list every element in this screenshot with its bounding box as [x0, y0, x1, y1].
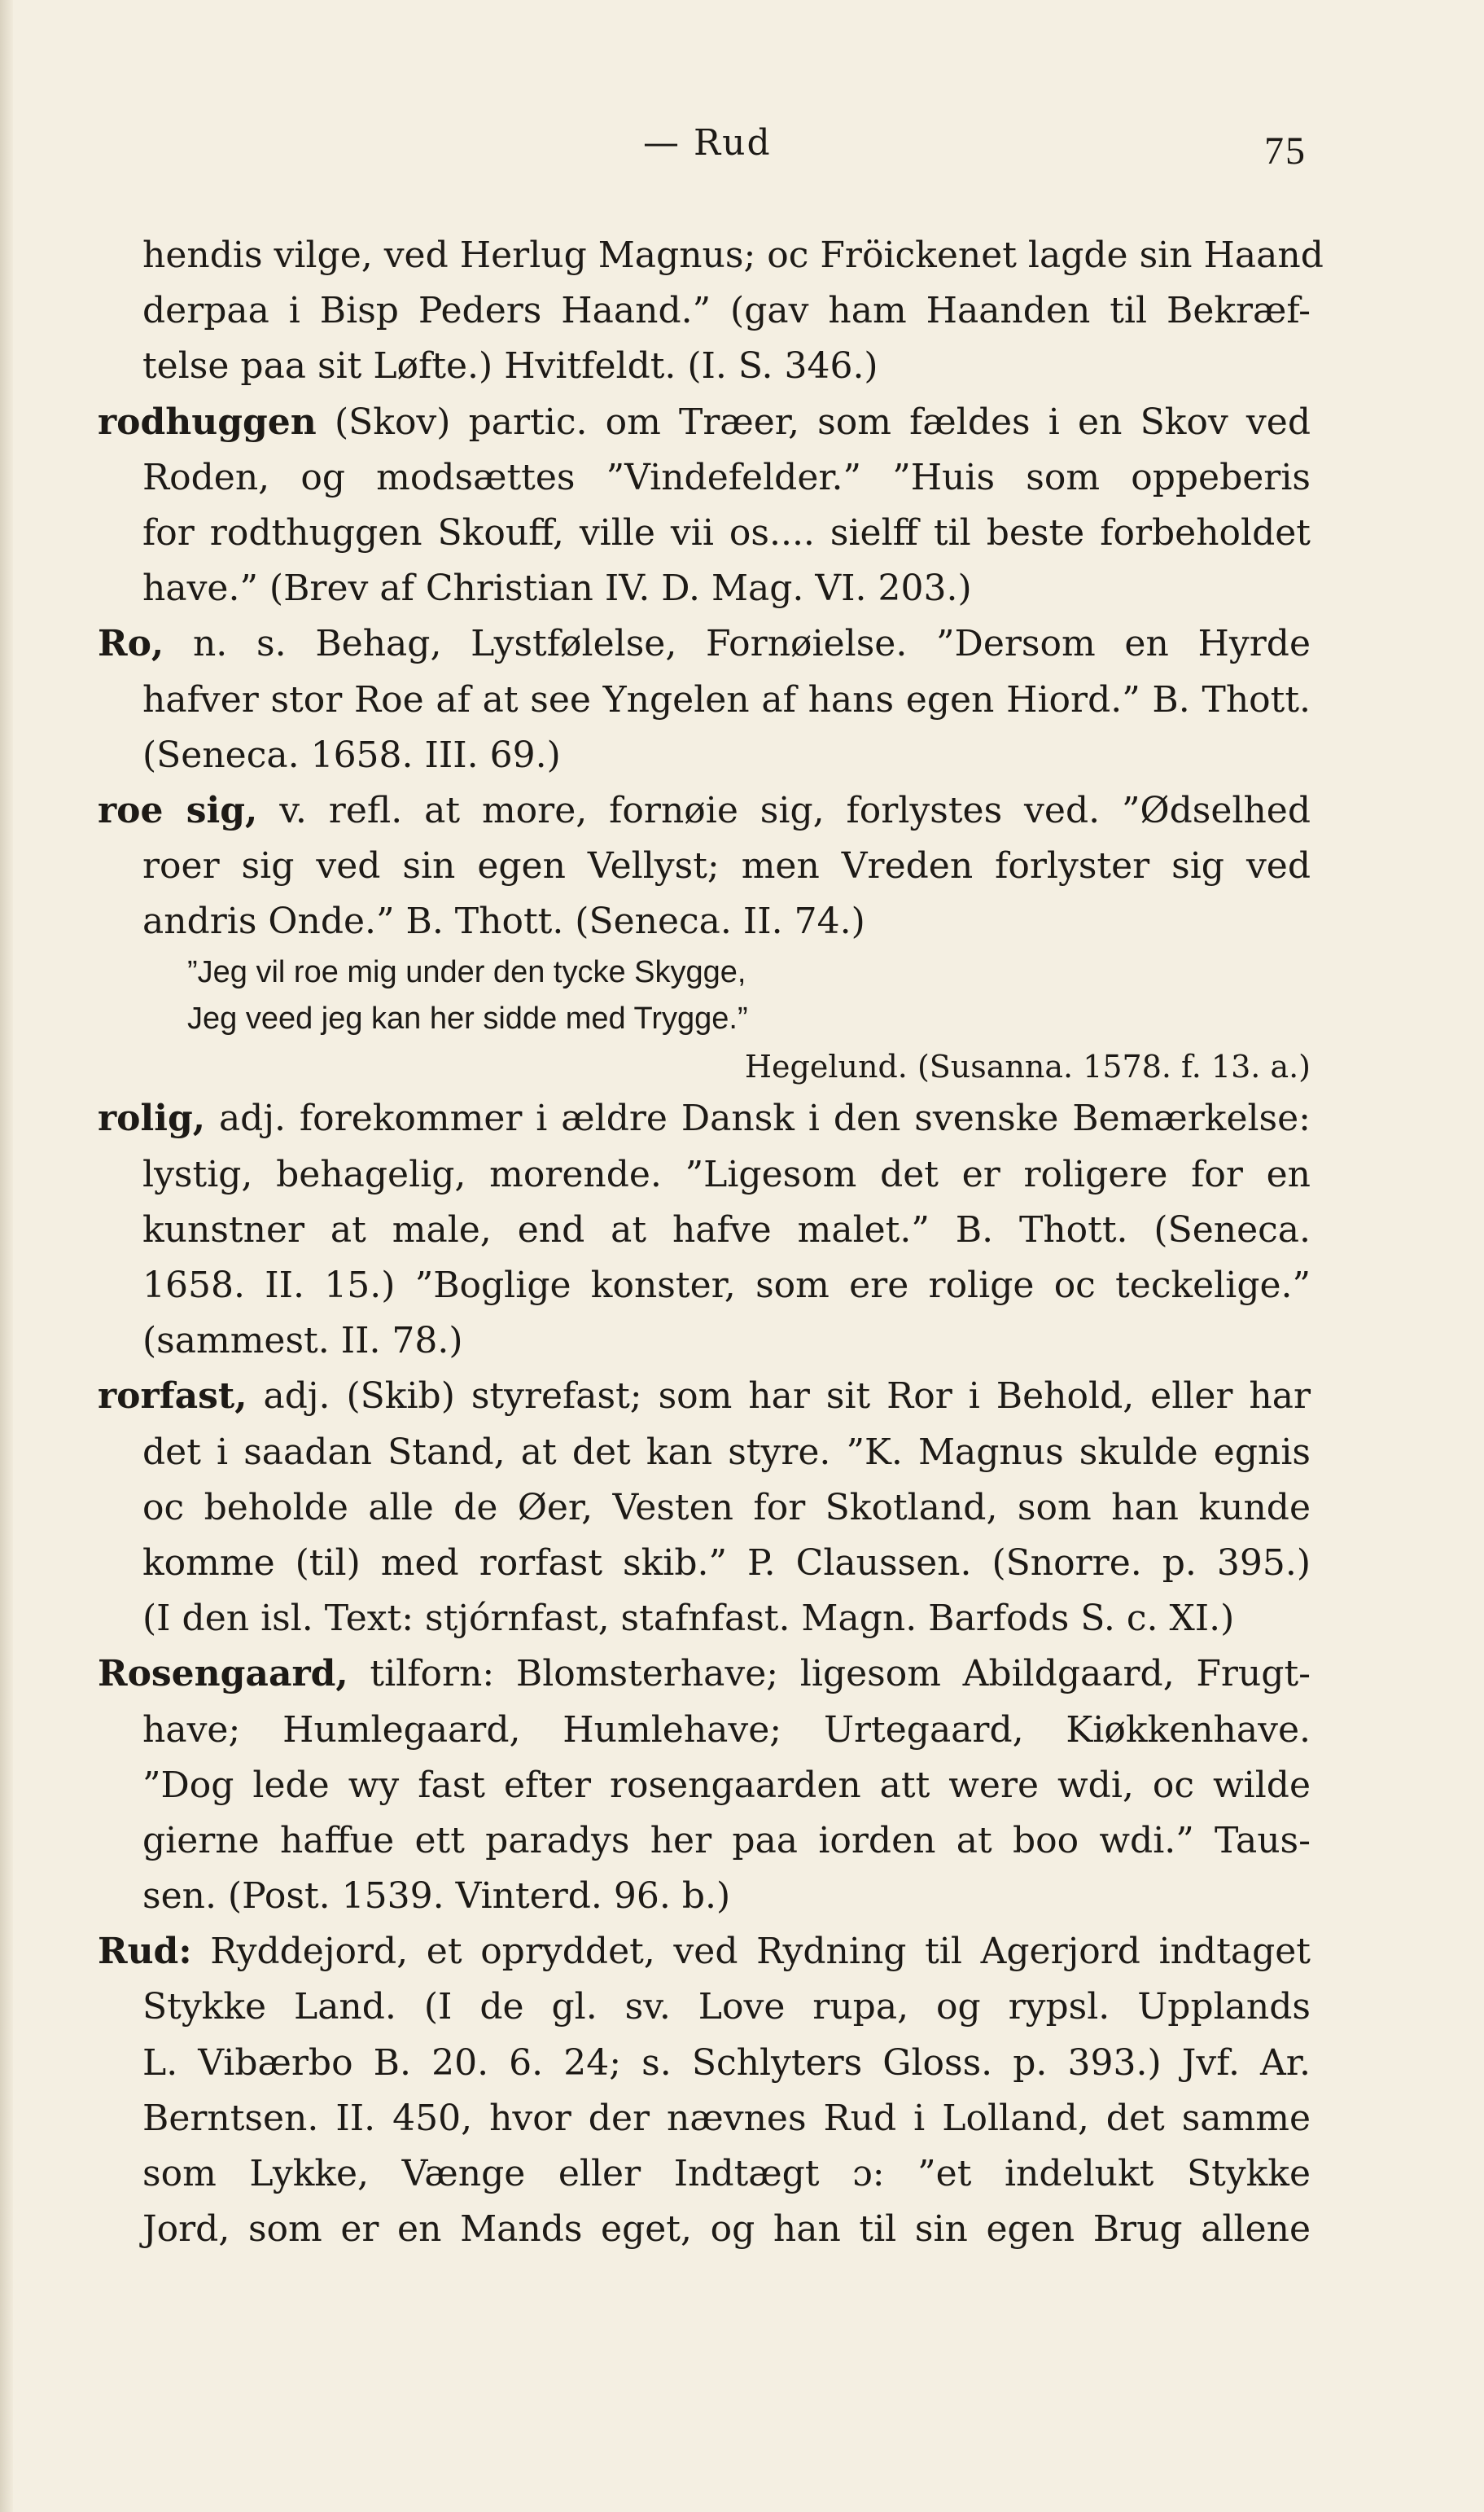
text-line [142, 339, 1311, 394]
line-text: n. s. Behag, Lystfølelse, Fornøielse. ”Dersom en Hyrde [164, 623, 1311, 665]
line-text: Berntsen. II. 450, hvor der nævnes Rud i Lolland, det samme [142, 2097, 1311, 2139]
line-text: adj. forekommer i ældre Dansk i den svenske Bemærkelse: [205, 1098, 1311, 1140]
line-text: hendis vilge, ved Herlug Magnus; oc Fröickenet lagde sin Haand [142, 235, 1324, 276]
text-line [142, 728, 1311, 783]
text-line [142, 1591, 1311, 1646]
text-line [142, 1758, 1311, 1813]
text-line [142, 1979, 1311, 2035]
line-text: komme (til) med rorfast skib.” P. Claussen. (Snorre. p. 395.) [142, 1541, 1311, 1584]
line-text: (sammest. II. 78.) [142, 1320, 463, 1362]
line-text: tilforn: Blomsterhave; ligesom Abildgaard, Frugt- [348, 1653, 1311, 1695]
text-line [142, 1147, 1311, 1203]
text-line [142, 1536, 1311, 1591]
entry-first-line [98, 616, 1311, 672]
line-text: have.” (Brev af Christian IV. D. Mag. VI. 203.) [142, 568, 972, 610]
text-line [142, 1313, 1311, 1369]
headword: rodhuggen [98, 401, 317, 443]
line-text: 1658. II. 15.) ”Boglige konster, som ere rolige oc teckelige.” [142, 1265, 1311, 1306]
text-line [142, 561, 1311, 616]
dictionary-text [98, 228, 1324, 2257]
line-text: Roden, og modsættes ”Vindefelder.” ”Huis som oppeberis [142, 456, 1311, 498]
headword: rolig, [98, 1098, 206, 1140]
line-text: have; Humlegaard, Humlehave; Urtegaard, Kiøkkenhave. [142, 1708, 1311, 1751]
line-text: Jord, som er en Mands eget, og han til sin egen Brug allene [142, 2208, 1311, 2251]
entry-first-line [98, 1646, 1311, 1702]
line-text: ”Dog lede wy fast efter rosengaarden att were wdi, oc wilde [142, 1764, 1311, 1806]
text-line [142, 673, 1311, 728]
page-gutter [0, 0, 13, 2512]
running-head [0, 122, 1484, 179]
line-text: for rodthuggen Skouff, ville vii os.... sielff til beste forbeholdet [142, 511, 1311, 554]
entry-first-line [98, 1924, 1311, 1979]
line-text: Stykke Land. (I de gl. sv. Love rupa, og rypsl. Upplands [142, 1986, 1311, 2028]
line-text: kunstner at male, end at hafve malet.” B. Thott. (Seneca. [142, 1208, 1311, 1251]
headword: Rosengaard, [98, 1653, 348, 1695]
quote-attribution: Hegelund. (Susanna. 1578. f. 13. a.) [744, 1049, 1311, 1085]
page-number: 75 [1264, 129, 1307, 173]
text-line [142, 1258, 1311, 1313]
line-text: det i saadan Stand, at det kan styre. ”K. Magnus skulde egnis [142, 1431, 1311, 1473]
text-line [142, 450, 1311, 506]
text-line [142, 1425, 1311, 1480]
line-text: (I den isl. Text: stjórnfast, stafnfast. Magn. Barfods S. c. XI.) [142, 1598, 1235, 1640]
text-line [142, 283, 1311, 339]
text-line [142, 2091, 1311, 2146]
headword: Rud: [98, 1931, 192, 1973]
text-line [142, 1480, 1311, 1536]
text-line [142, 1813, 1311, 1869]
line-text: telse paa sit Løfte.) Hvitfeldt. (I. S. 346.) [142, 345, 878, 388]
line-text: oc beholde alle de Øer, Vesten for Skotland, som han kunde [142, 1486, 1311, 1528]
running-title: — Rud [643, 122, 772, 164]
headword: roe sig, [98, 789, 258, 831]
line-text: L. Vibærbo B. 20. 6. 24; s. Schlyters Gloss. p. 393.) Jvf. Ar. [142, 2041, 1311, 2084]
line-text: andris Onde.” B. Thott. (Seneca. II. 74.) [142, 901, 865, 943]
entry-first-line [98, 1091, 1311, 1146]
text-line [142, 228, 1324, 283]
line-text: (Skov) partic. om Træer, som fældes i en Skov ved [316, 401, 1311, 443]
line-text: sen. (Post. 1539. Vinterd. 96. b.) [142, 1875, 731, 1918]
line-text: som Lykke, Vænge eller Indtægt ɔ: ”et indelukt Stykke [142, 2153, 1311, 2194]
quote-line: Jeg veed jeg kan her sidde med Trygge.” [187, 1002, 748, 1037]
text-line [142, 506, 1311, 561]
headword: Ro, [98, 623, 164, 665]
headword: rorfast, [98, 1375, 247, 1418]
line-text: adj. (Skib) styrefast; som har sit Ror i Behold, eller har [247, 1375, 1311, 1418]
entry-first-line [98, 395, 1311, 450]
quote-line: ”Jeg vil roe mig under den tycke Skygge, [187, 955, 746, 990]
text-line [142, 2202, 1311, 2257]
line-text: Ryddejord, et opryddet, ved Rydning til Agerjord indtaget [191, 1931, 1311, 1973]
entry-first-line [98, 1369, 1311, 1424]
text-line [142, 894, 1311, 949]
line-text: v. refl. at more, fornøie sig, forlystes ved. ”Ødselhed [257, 789, 1311, 831]
text-line [142, 1869, 1311, 1924]
line-text: derpaa i Bisp Peders Haand.” (gav ham Haanden til Bekræf- [142, 290, 1311, 332]
line-text: roer sig ved sin egen Vellyst; men Vreden forlyster sig ved [142, 845, 1311, 888]
line-text: lystig, behagelig, morende. ”Ligesom det er roligere for en [142, 1153, 1311, 1195]
text-line [142, 2146, 1311, 2202]
text-line [142, 1703, 1311, 1758]
text-line [142, 839, 1311, 894]
text-line [142, 2036, 1311, 2091]
line-text: hafver stor Roe af at see Yngelen af hans egen Hiord.” B. Thott. [142, 678, 1311, 721]
line-text: (Seneca. 1658. III. 69.) [142, 734, 561, 776]
line-text: gierne haffue ett paradys her paa iorden at boo wdi.” Taus- [142, 1819, 1311, 1861]
entry-first-line [98, 783, 1311, 839]
text-line [142, 1203, 1311, 1258]
